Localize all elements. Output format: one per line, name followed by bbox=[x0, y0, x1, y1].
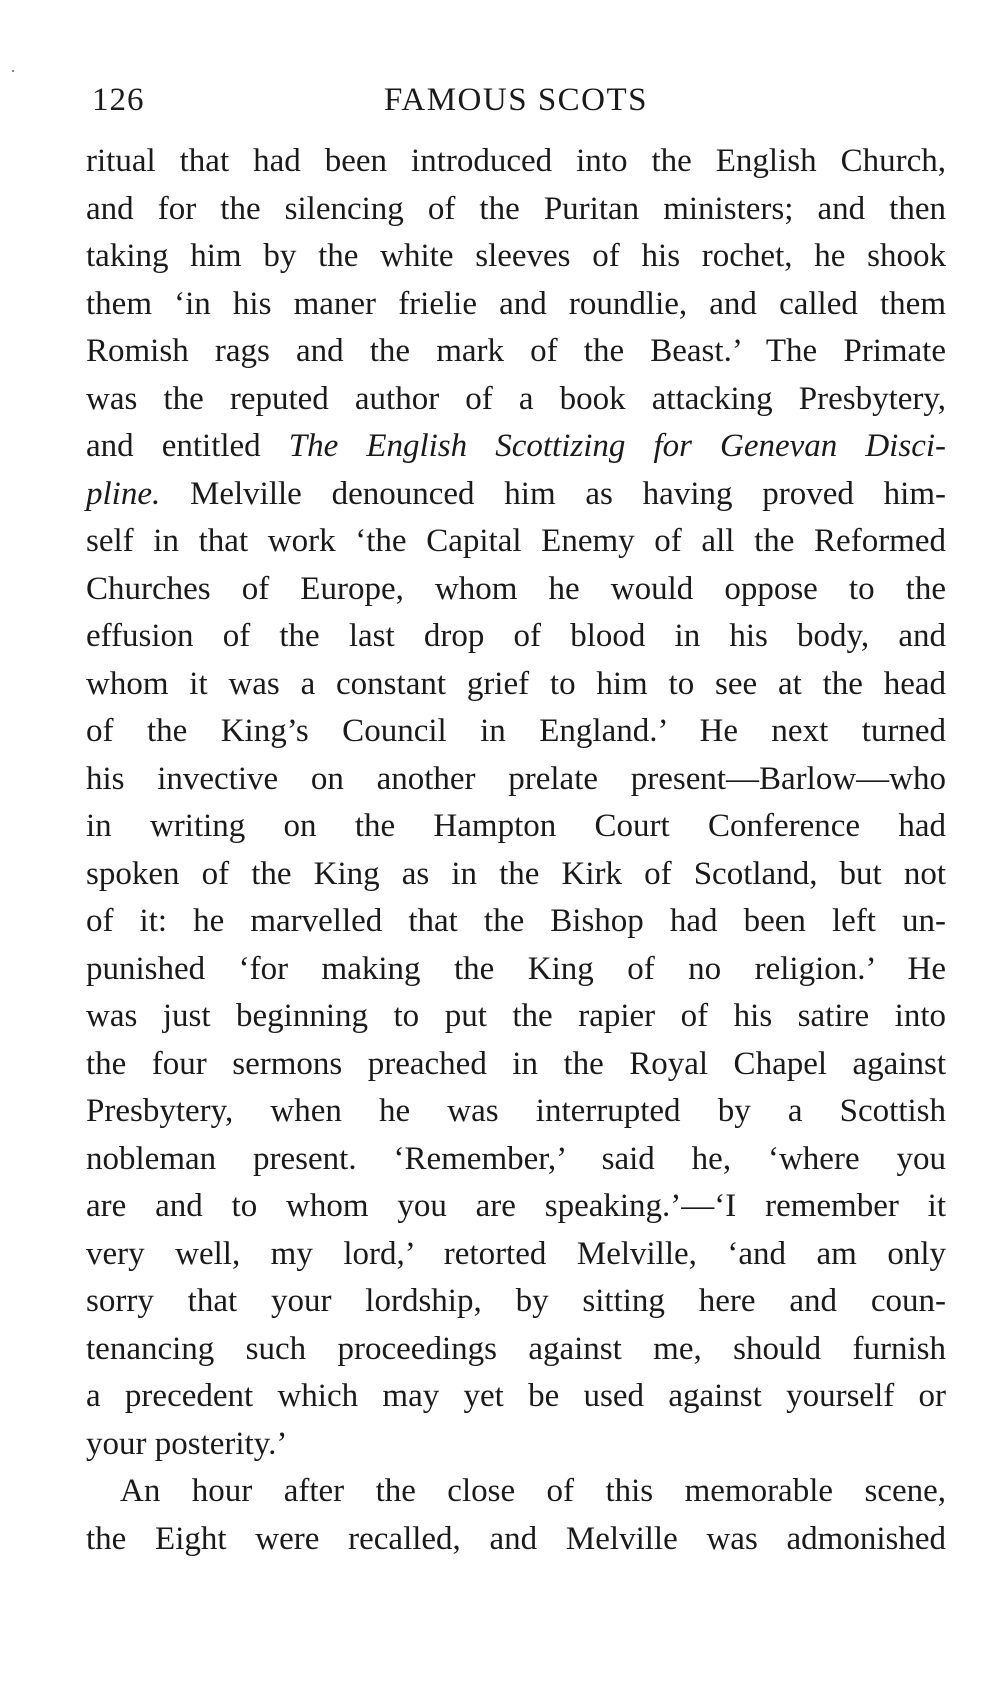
text-line: tenancing such proceedings against me, should furnish bbox=[86, 1330, 946, 1367]
text-line: spoken of the King as in the Kirk of Scotland, but not bbox=[86, 855, 946, 892]
text-line bbox=[86, 471, 946, 519]
text-line: his invective on another prelate present—Barlow—who bbox=[86, 760, 946, 797]
text-line: and for the silencing of the Puritan ministers; and then bbox=[86, 190, 946, 227]
text-line: effusion of the last drop of blood in his body, and bbox=[86, 618, 946, 654]
text-line: was just beginning to put the rapier of his satire into bbox=[86, 998, 946, 1034]
text-line: them ‘in his maner frielie and roundlie, and called them bbox=[86, 285, 946, 322]
running-title: FAMOUS SCOTS bbox=[383, 82, 649, 118]
text-line: very well, my lord,’ retorted Melville, ‘and am only bbox=[86, 1235, 946, 1272]
body-text bbox=[86, 138, 946, 1563]
text-line: ritual that had been introduced into the English Church, bbox=[86, 143, 946, 179]
text-line bbox=[86, 423, 946, 471]
text-line: taking him by the white sleeves of his rochet, he shook bbox=[86, 238, 946, 274]
text-line: sorry that your lordship, by sitting here and coun- bbox=[86, 1283, 946, 1319]
text-fragment: Melville denounced him as having proved him- bbox=[160, 475, 946, 512]
text-line: whom it was a constant grief to him to see at the head bbox=[86, 665, 946, 702]
text-line: are and to whom you are speaking.’—‘I remember it bbox=[86, 1188, 946, 1224]
text-line: of the King’s Council in England.’ He next turned bbox=[86, 713, 946, 749]
text-line: Romish rags and the mark of the Beast.’ The Primate bbox=[86, 333, 946, 369]
text-line: punished ‘for making the King of no religion.’ He bbox=[86, 950, 946, 987]
text-line: Presbytery, when he was interrupted by a Scottish bbox=[86, 1093, 946, 1129]
text-line: in writing on the Hampton Court Conference had bbox=[86, 808, 946, 844]
paragraph-end-line: your posterity.’ bbox=[86, 1425, 288, 1462]
text-line: self in that work ‘the Capital Enemy of all the Reformed bbox=[86, 523, 946, 559]
text-line: nobleman present. ‘Remember,’ said he, ‘where you bbox=[86, 1140, 946, 1177]
text-line: Churches of Europe, whom he would oppose to the bbox=[86, 570, 946, 607]
text-line: the four sermons preached in the Royal Chapel against bbox=[86, 1045, 946, 1082]
text-line: a precedent which may yet be used against yourself or bbox=[86, 1378, 946, 1414]
text-line: of it: he marvelled that the Bishop had been left un- bbox=[86, 903, 946, 939]
text-line: was the reputed author of a book attacking Presbytery, bbox=[86, 380, 946, 417]
running-head bbox=[86, 82, 946, 130]
page-number: 126 bbox=[92, 82, 145, 118]
book-title-italic: pline. bbox=[86, 475, 161, 512]
text-line: the Eight were recalled, and Melville was admonished bbox=[86, 1520, 946, 1557]
text-fragment: and entitled bbox=[86, 428, 289, 464]
paragraph-start-line: An hour after the close of this memorable scene, bbox=[120, 1473, 946, 1509]
scan-speck bbox=[12, 70, 14, 72]
book-title-italic: The English Scottizing for Genevan Disci- bbox=[288, 428, 946, 464]
